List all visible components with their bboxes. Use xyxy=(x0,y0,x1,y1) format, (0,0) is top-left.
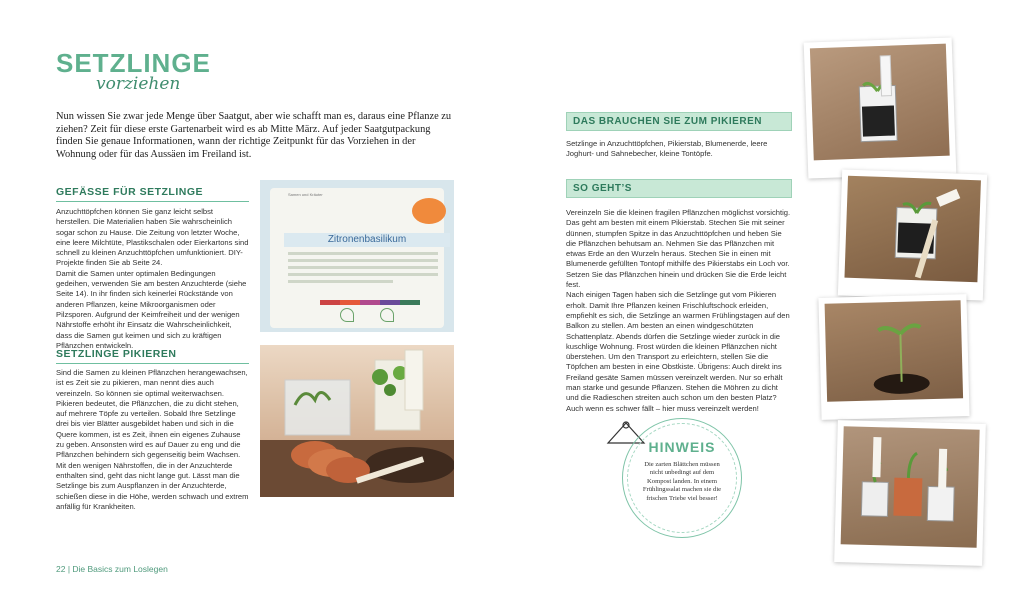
herb-icon xyxy=(380,308,394,322)
seed-packet-photo xyxy=(260,180,454,332)
packet-brand: Samen und Kräuter xyxy=(288,192,323,197)
seedlings-illustration xyxy=(260,345,454,497)
photo-pikierstab xyxy=(838,170,987,301)
seed-packet xyxy=(270,188,444,328)
heading-bar-so-gehts: SO GEHT’S xyxy=(566,179,792,198)
photo-pots-group xyxy=(834,420,986,566)
herb-icon xyxy=(340,308,354,322)
material-text: Setzlinge in Anzuchttöpfchen, Pikierstab, Blumenerde, leere Joghurt- und Sahnebecher, kleine Tontöpfe. xyxy=(566,139,768,159)
heading-rule xyxy=(56,201,249,202)
heading-rule xyxy=(56,363,249,364)
section-text-gefaesse: Anzuchttöpfchen können Sie ganz leicht selbst herstellen. Die Materialien haben Sie wahrscheinlich sogar schon zu Hause. Die Zeitung von letzter Woche, eine leere Milchtüte, Plastikschalen oder Eierkartons sind schnell zu kleinen Anzuchttöpfchen umfunktioniert. DIY-Projekte finden Sie ab Seite 24. Damit die Samen unter optimalen Bedingungen gedeihen, verwenden Sie am besten Anzuchterde (siehe Seite 14). In ihr finden sich keinerlei Rückstände von anderen Pflanzen, keine Mikroorganismen oder Pilzsporen. Aufgrund der Keimfreiheit und der wenigen Nährstoffe erhöht ihr Einsatz die Wahrscheinlichkeit, dass die Samen gut keimen und sich zu kräftigen Pflänzchen entwickeln. xyxy=(56,207,249,350)
seedling-cup-illustration xyxy=(810,44,950,161)
seedlings-photo xyxy=(260,345,454,497)
pikierstab-illustration xyxy=(844,176,980,283)
hinweis-text: Die zarten Blättchen müssen nicht unbedingt auf dem Kompost landen. In einem Frühlingssalat machen sie die frischen Triebe viel besser! xyxy=(642,461,722,502)
packet-title: Zitronenbasilikum xyxy=(284,233,450,247)
packet-description xyxy=(288,252,438,287)
heading-bar-material: DAS BRAUCHEN SIE ZUM PIKIEREN xyxy=(566,112,792,131)
pots-group-illustration xyxy=(841,426,980,548)
single-seedling-illustration xyxy=(825,300,964,402)
hinweis-heading: HINWEIS xyxy=(648,439,716,455)
packet-price-tag xyxy=(412,198,446,224)
intro-paragraph: Nun wissen Sie zwar jede Menge über Saatgut, aber wie schafft man es, daraus eine Pflanze zu ziehen? Zeit für diese erste Gartenarbeit wird es ab Mitte März. Auf jeder Saatgutpackung finden Sie genaue Informationen, wann der richtige Zeitpunkt für das Vorziehen in der Wohnung oder für das Aussäen im Freiland ist. xyxy=(56,111,452,160)
hinweis-badge xyxy=(622,418,742,538)
section-heading-gefaesse: GEFÄSSE FÜR SETZLINGE xyxy=(56,186,204,198)
section-text-pikieren: Sind die Samen zu kleinen Pflänzchen herangewachsen, ist es Zeit sie zu pikieren, man nennt dies auch vereinzeln. So können sie optimal weiterwachsen. Pikieren bedeutet, die Pflänzchen, die zu dicht stehen, auf mehrere Töpfe zu verteilen. Sobald Ihre Setzlinge drei bis vier Blätter ausgebildet haben und sich in die Quere kommen, ist es Zeit, ihnen ein eigenes Zuhause zu geben. Ansonsten wird es auf Dauer zu eng und die Pflänzchen behindern sich gegenseitig beim Wachsen. Mit den wenigen Nährstoffen, die in der Anzuchterde enthalten sind, geht das nicht lange gut. Lässt man die Setzlinge bis zum Auspflanzen in der Anzuchterde, schießen diese in die Höhe, werden schwach und extrem anfällig für Krankheiten. xyxy=(56,368,249,511)
so-gehts-text: Vereinzeln Sie die kleinen fragilen Pflänzchen möglichst vorsichtig. Das geht am besten mit einem Pikierstab. Stechen Sie mit seiner dünnen, stumpfen Spitze in das Anzuchttöpfchen und heben Sie die Pflänzchen behutsam an. Nehmen Sie das Pflänzchen mit etwas Erde an den Wurzeln heraus. Stechen Sie in einen mit Blumenerde gefüllten Tontopf mithilfe des Pikierstabs ein Loch vor. Setzen Sie das Pflänzchen hinein und drücken Sie die Erde leicht fest. Nach einigen Tagen haben sich die Setzlinge gut vom Pikieren erholt. Damit Ihre Pflanzen keinen Frischluftschock erleiden, empfiehlt es sich, die Setzlinge an warmen Frühlingstagen auf den Balkon zu stellen. Am besten an einen windgeschützten Schattenplatz. Abends dürfen die Setzlinge wieder zurück in die kuschlige Wohnung. Frost würden die kleinen Pflänzchen nicht überstehen. Um den Transport zu erleichtern, stellen Sie die Töpfchen am besten in eine Obstkiste. Übrigens: Auch direkt ins Freiland gesäte Samen müssen vereinzelt werden. Nur so erhält man starke und gesunde Pflanzen. Stehen die Möhren zu dicht und die Radieschen streiten auch schon um den besten Platz? Auch wenn es schwer fällt – hier muss vereinzelt werden! xyxy=(566,208,791,413)
page-title: SETZLINGE xyxy=(56,48,211,78)
photo-seedling-cup xyxy=(804,37,957,178)
photo-single-seedling xyxy=(818,294,969,420)
packet-calendar-strip xyxy=(320,300,420,305)
page-subtitle: vorziehen xyxy=(96,74,181,94)
section-heading-pikieren: SETZLINGE PIKIEREN xyxy=(56,348,177,360)
page-footer: 22 | Die Basics zum Loslegen xyxy=(56,564,168,574)
